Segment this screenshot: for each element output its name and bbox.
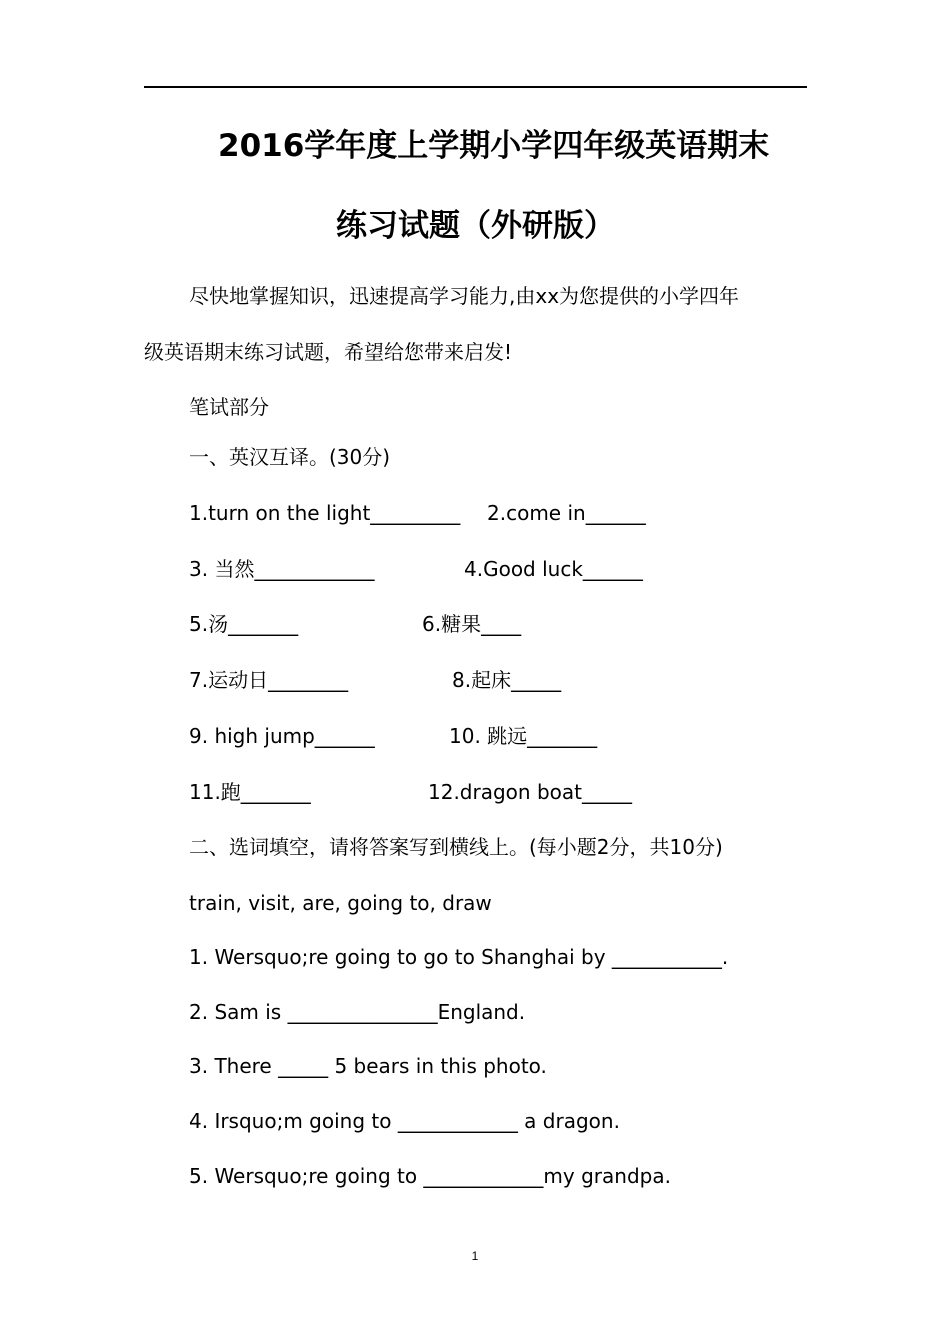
fill-item-2: 2. Sam is _______________England. — [189, 1000, 526, 1024]
question-2: 2.come in______ — [487, 501, 646, 525]
fill-item-4: 4. Irsquo;m going to ____________ a dragon. — [189, 1109, 620, 1133]
question-12: 12.dragon boat_____ — [428, 780, 632, 804]
question-6: 6.糖果____ — [422, 612, 522, 636]
fill-item-5: 5. Wersquo;re going to ____________my grandpa. — [189, 1164, 671, 1188]
question-4: 4.Good luck______ — [464, 557, 643, 581]
word-bank: train, visit, are, going to, draw — [189, 891, 492, 915]
header-rule — [144, 86, 807, 88]
document-title-line1: 2016学年度上学期小学四年级英语期末 — [218, 128, 770, 164]
page-number: 1 — [471, 1249, 479, 1263]
question-8: 8.起床_____ — [452, 668, 562, 692]
question-11: 11.跑_______ — [189, 780, 311, 804]
question-9: 9. high jump______ — [189, 724, 375, 748]
part2-heading: 二、选词填空，请将答案写到横线上。(每小题2分，共10分) — [189, 835, 723, 859]
intro-line2: 级英语期末练习试题，希望给您带来启发! — [144, 340, 513, 364]
question-3: 3. 当然____________ — [189, 557, 375, 581]
intro-line1: 尽快地掌握知识，迅速提高学习能力,由xx为您提供的小学四年 — [189, 284, 740, 308]
document-title-line2: 练习试题（外研版） — [336, 208, 615, 244]
part1-heading: 一、英汉互译。(30分) — [189, 445, 391, 469]
question-1: 1.turn on the light_________ — [189, 501, 461, 525]
question-7: 7.运动日________ — [189, 668, 349, 692]
question-5: 5.汤_______ — [189, 612, 299, 636]
fill-item-3: 3. There _____ 5 bears in this photo. — [189, 1054, 547, 1078]
section-written-heading: 笔试部分 — [189, 395, 269, 419]
fill-item-1: 1. Wersquo;re going to go to Shanghai by ___________. — [189, 945, 729, 969]
question-10: 10. 跳远_______ — [449, 724, 598, 748]
